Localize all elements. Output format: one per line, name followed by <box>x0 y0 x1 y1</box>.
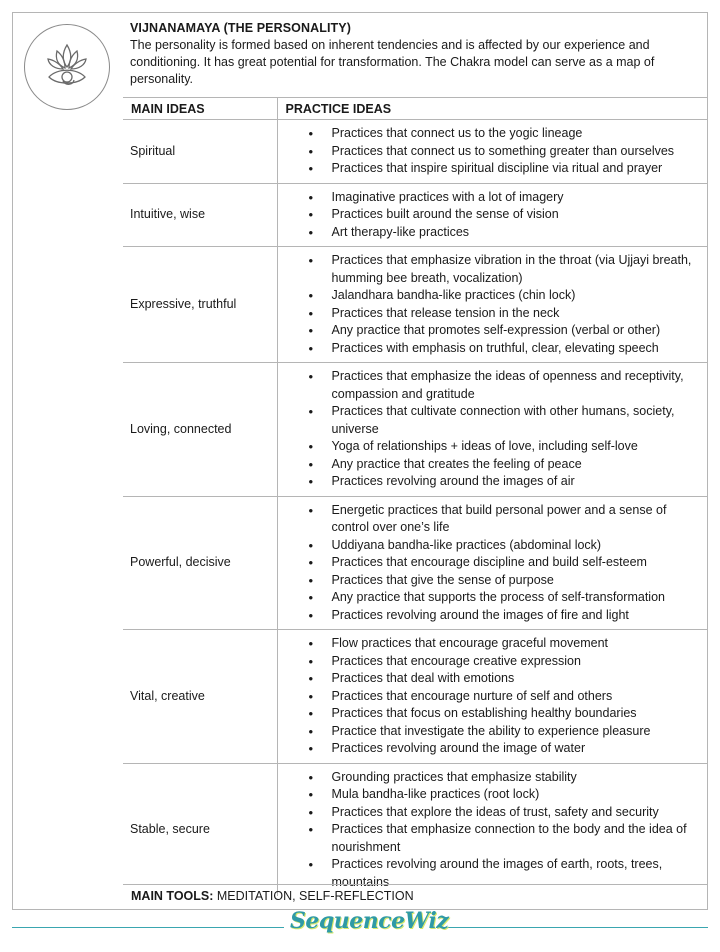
practice-ideas-cell <box>277 363 708 497</box>
list-item: • Practices built around the sense of vision <box>278 206 701 224</box>
table-row <box>123 630 708 764</box>
brand-logo <box>290 908 449 946</box>
practice-list <box>278 502 701 625</box>
practice-list <box>278 635 701 758</box>
main-idea-cell: Expressive, truthful <box>123 247 277 363</box>
lotus-eye-icon <box>24 24 110 110</box>
practice-ideas-header: PRACTICE IDEAS <box>277 98 708 120</box>
list-item: • Practices that release tension in the neck <box>278 305 701 323</box>
list-item: • Practices that encourage nurture of self and others <box>278 688 701 706</box>
table-row <box>123 120 708 184</box>
practice-list <box>278 368 701 491</box>
main-ideas-header: MAIN IDEAS <box>123 98 277 120</box>
list-item: • Practice that investigate the ability to experience pleasure <box>278 723 701 741</box>
list-item: • Practices with emphasis on truthful, clear, elevating speech <box>278 340 701 358</box>
list-item: • Flow practices that encourage graceful movement <box>278 635 701 653</box>
practice-ideas-cell <box>277 496 708 630</box>
table-row <box>123 183 708 247</box>
list-item: • Any practice that creates the feeling of peace <box>278 456 701 474</box>
list-item: • Art therapy-like practices <box>278 224 701 242</box>
list-item: • Practices revolving around the images of earth, roots, trees, mountains <box>278 856 701 891</box>
practice-list <box>278 125 701 178</box>
list-item: • Practices that connect us to something greater than ourselves <box>278 143 701 161</box>
practice-ideas-cell <box>277 247 708 363</box>
list-item: • Practices revolving around the image of water <box>278 740 701 758</box>
list-item: • Imaginative practices with a lot of imagery <box>278 189 701 207</box>
list-item: • Jalandhara bandha-like practices (chin lock) <box>278 287 701 305</box>
list-item: • Energetic practices that build personal power and a sense of control over one’s life <box>278 502 701 537</box>
practice-ideas-cell <box>277 120 708 184</box>
list-item: • Practices that emphasize the ideas of openness and receptivity, compassion and gratitude <box>278 368 701 403</box>
brand-divider-left <box>12 927 284 928</box>
main-idea-cell: Stable, secure <box>123 763 277 896</box>
table-header-row <box>123 98 708 120</box>
list-item: • Practices revolving around the images of air <box>278 473 701 491</box>
list-item: • Practices that encourage creative expression <box>278 653 701 671</box>
list-item: • Grounding practices that emphasize stability <box>278 769 701 787</box>
list-item: • Practices that give the sense of purpose <box>278 572 701 590</box>
main-tools-row <box>123 884 708 910</box>
list-item: • Practices revolving around the images of fire and light <box>278 607 701 625</box>
practice-list <box>278 252 701 357</box>
table-row <box>123 496 708 630</box>
list-item: • Practices that explore the ideas of trust, safety and security <box>278 804 701 822</box>
brand-logo-text: SequenceWiz <box>290 908 449 934</box>
brand-divider-right <box>436 927 708 928</box>
table-row <box>123 763 708 896</box>
practice-ideas-cell <box>277 630 708 764</box>
list-item: • Uddiyana bandha-like practices (abdominal lock) <box>278 537 701 555</box>
practice-list <box>278 189 701 242</box>
list-item: • Practices that inspire spiritual discipline via ritual and prayer <box>278 160 701 178</box>
section-description: The personality is formed based on inherent tendencies and is affected by our experience and conditioning. It has great potential for transformation. The Chakra model can serve as a map of personality. <box>130 38 655 86</box>
table-row <box>123 247 708 363</box>
list-item: • Practices that emphasize connection to the body and the idea of nourishment <box>278 821 701 856</box>
list-item: • Any practice that supports the process of self-transformation <box>278 589 701 607</box>
main-idea-cell: Intuitive, wise <box>123 183 277 247</box>
list-item: • Practices that connect us to the yogic lineage <box>278 125 701 143</box>
main-tools-label: MAIN TOOLS: <box>131 889 214 903</box>
list-item: • Practices that cultivate connection with other humans, society, universe <box>278 403 701 438</box>
main-idea-cell: Spiritual <box>123 120 277 184</box>
main-idea-cell: Loving, connected <box>123 363 277 497</box>
practice-ideas-cell <box>277 183 708 247</box>
main-tools-value: MEDITATION, SELF-REFLECTION <box>213 889 414 903</box>
section-header <box>130 20 698 88</box>
main-idea-cell: Powerful, decisive <box>123 496 277 630</box>
practice-list <box>278 769 701 892</box>
list-item: • Practices that focus on establishing healthy boundaries <box>278 705 701 723</box>
list-item: • Practices that encourage discipline and build self-esteem <box>278 554 701 572</box>
main-idea-cell: Vital, creative <box>123 630 277 764</box>
practice-table <box>123 97 708 896</box>
list-item: • Yoga of relationships + ideas of love, including self-love <box>278 438 701 456</box>
list-item: • Mula bandha-like practices (root lock) <box>278 786 701 804</box>
practice-ideas-cell <box>277 763 708 896</box>
list-item: • Practices that emphasize vibration in the throat (via Ujjayi breath, humming bee breath, vocalization) <box>278 252 701 287</box>
section-title: VIJNANAMAYA (THE PERSONALITY) <box>130 21 351 35</box>
table-row <box>123 363 708 497</box>
list-item: • Practices that deal with emotions <box>278 670 701 688</box>
list-item: • Any practice that promotes self-expression (verbal or other) <box>278 322 701 340</box>
